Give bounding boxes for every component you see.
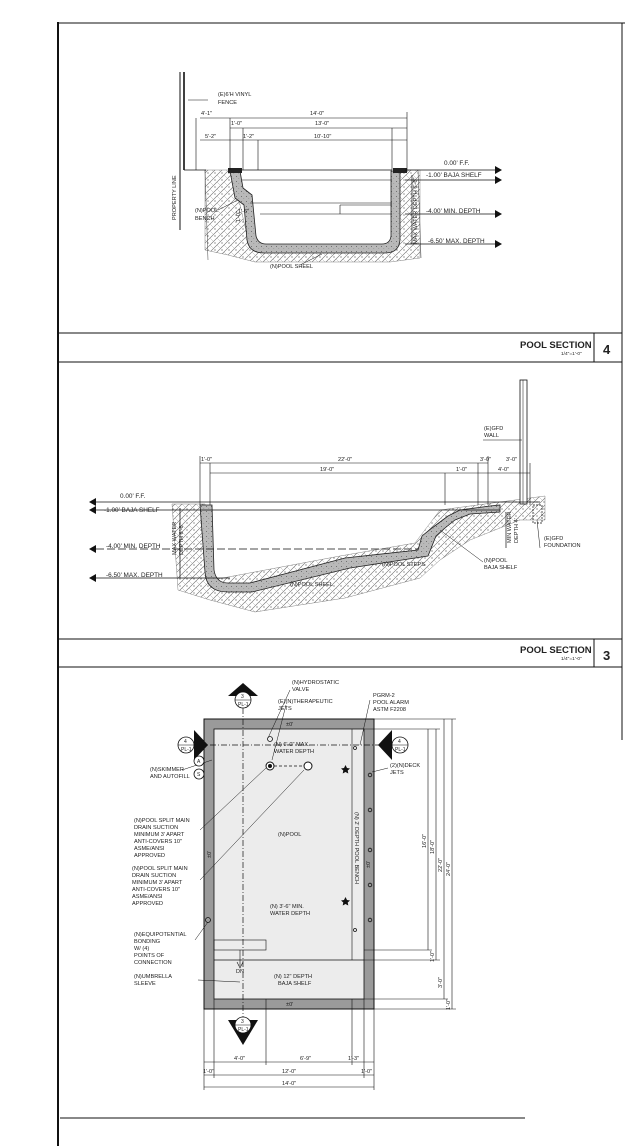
s4-scale: 1/4"=1'-0" <box>561 352 582 357</box>
svg-text:S: S <box>197 772 201 778</box>
callout-bond-4: POINTS OF <box>134 953 165 959</box>
callout-alarm-1: PGRM-2 <box>373 693 395 699</box>
bubble-right-num: 4 <box>398 739 401 745</box>
callout-drain1-3: MINIMUM 3' APART <box>134 832 185 838</box>
s4-small-dim: 1'-0" <box>236 210 242 222</box>
s4-dim-0: 4'-1" <box>201 111 213 117</box>
plan-edge-right: ±0' <box>366 860 372 868</box>
pool-section-4 <box>172 72 611 357</box>
s4-bench-2: BENCH <box>195 216 215 222</box>
s4-dim-3: 13'-0" <box>315 121 330 127</box>
plan-edge-bottom: ±0' <box>286 1002 294 1008</box>
plan-dim-r3: 24'-0" <box>446 861 452 876</box>
s3-max-2: DEPTH 6'-6" <box>179 523 185 555</box>
pool-plan <box>132 680 456 1090</box>
plan-dim-b5: 1'-0" <box>361 1069 373 1075</box>
s3-wall-2: WALL <box>484 433 500 439</box>
callout-drain1-2: DRAIN SUCTION <box>134 825 179 831</box>
plan-dim-r5: 3'-0" <box>438 976 444 988</box>
plan-dim-b4: 12'-0" <box>282 1069 297 1075</box>
plan-dim-r6: 1'-0" <box>446 998 452 1010</box>
callout-bond-5: CONNECTION <box>134 960 172 966</box>
callout-drain2-3: MINIMUM 3' APART <box>132 880 183 886</box>
s4-dim-1: 14'-0" <box>310 111 325 117</box>
s4-title: POOL SECTION <box>520 340 592 351</box>
bubble-top-num: 3 <box>241 694 244 700</box>
plan-bench: (N) 2' DEPTH POOL BENCH <box>353 812 359 885</box>
plan-edge-top: ±0' <box>286 722 294 728</box>
s3-dim-2: 3'-0" <box>480 457 492 463</box>
pool-section-3 <box>89 380 610 663</box>
plan-dim-b0: 4'-0" <box>234 1056 246 1062</box>
callout-valve-2: VALVE <box>292 687 310 693</box>
s4-shell: (N)POOL SHEEL <box>270 264 313 270</box>
callout-bond-3: W/ (4) <box>134 946 150 952</box>
s4-level-0: 0.00' F.F. <box>444 160 470 167</box>
bubble-top <box>228 683 258 708</box>
callout-drain2-5: ASME/ANSI <box>132 894 163 900</box>
callout-umb-1: (N)UMBRELLA <box>134 974 172 980</box>
plan-dim-b2: 1'-3" <box>348 1056 360 1062</box>
s3-foundation-2: FOUNDATION <box>544 543 581 549</box>
s4-number: 4 <box>603 342 611 357</box>
s3-dim-3: 19'-0" <box>320 467 335 473</box>
callout-drain1-6: APPROVED <box>134 853 166 859</box>
plan-dn: DN <box>236 969 245 975</box>
s3-steps: (N)POOL STEPS <box>382 562 425 568</box>
plan-baja-2: BAJA SHELF <box>278 981 312 987</box>
s4-dim-4: 5'-2" <box>205 134 217 140</box>
s3-dim-6: 4'-0" <box>498 467 510 473</box>
plan-min-2: WATER DEPTH <box>270 911 311 917</box>
callout-drain1-5: ASME/ANSI <box>134 846 165 852</box>
plan-dim-r0: 16'-0" <box>422 833 428 848</box>
callout-drain2-1: (N)POOL SPLIT MAIN <box>132 866 188 872</box>
callout-bond-2: BONDING <box>134 939 161 945</box>
s3-level-2: -4.00' MIN. DEPTH <box>106 543 161 550</box>
plan-dim-b1: 6'-9" <box>300 1056 312 1062</box>
s3-dim-5: 1'-0" <box>456 467 468 473</box>
s3-dim-1: 22'-0" <box>338 457 353 463</box>
bubble-right-ref: PL-1 <box>395 747 406 753</box>
s3-wall-1: (E)GFD <box>484 426 504 432</box>
callout-drain1-1: (N)POOL SPLIT MAIN <box>134 818 190 824</box>
plan-max-1: (N) 6'-0" MAX. <box>274 742 310 748</box>
callout-deck-2: JETS <box>390 770 404 776</box>
s3-level-3: -6.50' MAX. DEPTH <box>106 572 163 579</box>
s4-level-1: -1.00' BAJA SHELF <box>426 172 482 179</box>
s4-dim-6: 10'-10" <box>314 134 332 140</box>
callout-valve-1: (N)HYDROSTATIC <box>292 680 340 686</box>
bubble-top-ref: PL-1 <box>238 702 249 708</box>
bubble-bottom-num: 3 <box>241 1019 244 1025</box>
callout-deck-1: (2)(N)DECK <box>390 763 421 769</box>
s4-max-depth: MAX WATER DEPTH 6'-6" <box>413 177 419 244</box>
s4-bench-1: (N)POOL <box>195 208 219 214</box>
s3-number: 3 <box>603 648 611 663</box>
callout-drain2-6: APPROVED <box>132 901 164 907</box>
callout-alarm-3: ASTM F2208 <box>373 707 406 713</box>
s4-fence-label-1: (E)6'H VINYL <box>218 92 252 98</box>
svg-text:A: A <box>197 759 201 765</box>
bubble-bottom <box>228 1017 258 1045</box>
s3-min-1: MIN WATER <box>507 511 513 543</box>
callout-drain2-2: DRAIN SUCTION <box>132 873 177 879</box>
bubble-bottom-ref: PL-1 <box>238 1027 249 1033</box>
bubble-left-num: 4 <box>184 739 187 745</box>
s3-max-1: MAX WATER <box>172 521 178 555</box>
callout-umb-2: SLEEVE <box>134 981 156 987</box>
s3-foundation-1: (E)GFD <box>544 536 564 542</box>
callout-drain1-4: ANTI-COVERS 10" <box>134 839 182 845</box>
callout-jets-1: (E)(N)THERAPEUTIC <box>278 699 333 705</box>
plan-dim-r2: 22'-0" <box>438 857 444 872</box>
plan-min-1: (N) 3'-6" MIN. <box>270 904 304 910</box>
tag-s <box>194 769 204 779</box>
callout-drain2-4: ANTI-COVERS 10" <box>132 887 180 893</box>
plan-dim-r1: 18'-0" <box>430 839 436 854</box>
plan-dim-b3: 1'-0" <box>203 1069 215 1075</box>
plan-dim-b6: 14'-0" <box>282 1081 297 1087</box>
s3-baja-2: BAJA SHELF <box>484 565 518 571</box>
callout-jets-2: JETS <box>278 706 292 712</box>
plan-dim-r4: 1'-0" <box>430 950 436 962</box>
s3-dim-0: 1'-0" <box>201 457 213 463</box>
s4-level-2: -4.00' MIN. DEPTH <box>426 208 481 215</box>
plan-baja-1: (N) 12" DEPTH <box>274 974 313 980</box>
s3-baja-1: (N)POOL <box>484 558 508 564</box>
bubble-left-ref: PL-1 <box>181 747 192 753</box>
s4-level-3: -6.50' MAX. DEPTH <box>428 238 485 245</box>
s3-shell: (N)POOL SHEEL <box>290 582 333 588</box>
s4-fence-label-2: FENCE <box>218 100 237 106</box>
plan-edge-left: ±0' <box>207 850 213 858</box>
s4-dim-2: 1'-0" <box>231 121 243 127</box>
callout-bond-1: (N)EQUIPOTENTIAL <box>134 932 187 938</box>
plan-max-2: WATER DEPTH <box>274 749 315 755</box>
s3-dim-4: 3'-0" <box>506 457 518 463</box>
callout-skim-1: (N)SKIMMER <box>150 767 184 773</box>
s4-bench-dim: 1'-6" <box>238 209 250 215</box>
s3-scale: 1/4"=1'-0" <box>561 657 582 662</box>
callout-skim-2: AND AUTOFILL <box>150 774 190 780</box>
s4-property-line: PROPERTY LINE <box>172 175 178 220</box>
s3-level-1: -1.00' BAJA SHELF <box>104 507 160 514</box>
plan-pool: (N)POOL <box>278 832 302 838</box>
s3-title: POOL SECTION <box>520 645 592 656</box>
tag-a <box>194 756 204 766</box>
s3-min-2: DEPTH 4' <box>514 518 520 543</box>
bubble-right <box>378 730 408 760</box>
s4-dim-5: 1'-2" <box>243 134 255 140</box>
s3-level-0: 0.00' F.F. <box>120 493 146 500</box>
callout-alarm-2: POOL ALARM <box>373 700 409 706</box>
